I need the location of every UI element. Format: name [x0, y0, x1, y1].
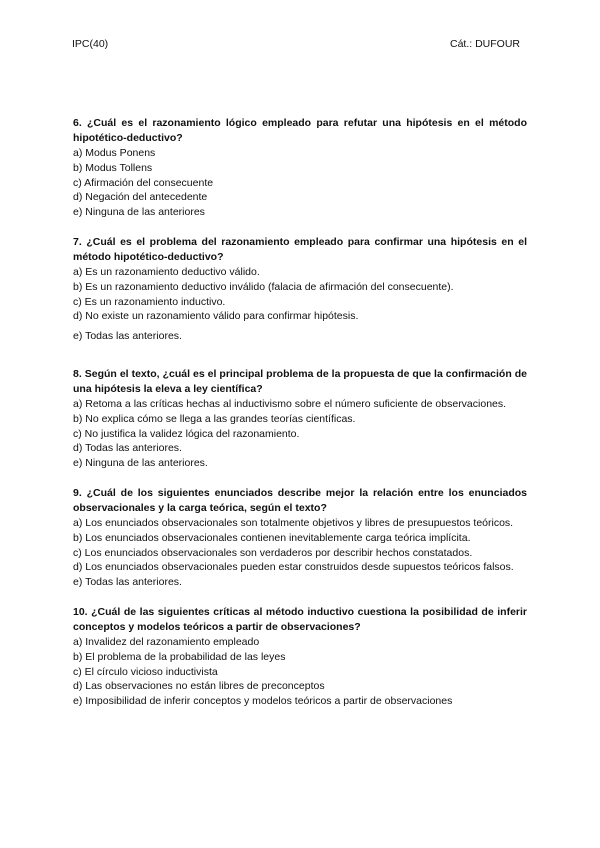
options-list — [73, 635, 527, 709]
question-text: 7. ¿Cuál es el problema del razonamiento empleado para confirmar una hipótesis en el método hipotético-deductivo? — [73, 235, 527, 263]
option-a: a) Invalidez del razonamiento empleado — [73, 635, 260, 648]
question-text: 9. ¿Cuál de los siguientes enunciados describe mejor la relación entre los enunciados observacionales y la carga teórica, según el texto? — [73, 486, 527, 514]
option-b: b) El problema de la probabilidad de las leyes — [73, 650, 286, 663]
option-a: a) Es un razonamiento deductivo válido. — [73, 265, 260, 278]
question-8 — [73, 367, 527, 471]
option-d: d) Todas las anteriores. — [73, 442, 182, 455]
option-e: e) Todas las anteriores. — [73, 330, 182, 343]
option-a: a) Retoma a las críticas hechas al inductivismo sobre el número suficiente de observaciones. — [73, 397, 507, 410]
chair-name: Cát.: DUFOUR — [449, 38, 520, 50]
option-c: c) Es un razonamiento inductivo. — [73, 295, 226, 308]
option-d: d) No existe un razonamiento válido para confirmar hipótesis. — [73, 310, 359, 323]
option-b: b) Es un razonamiento deductivo inválido (falacia de afirmación del consecuente). — [73, 280, 454, 293]
option-e: e) Ninguna de las anteriores — [73, 206, 205, 219]
option-e: e) Todas las anteriores. — [73, 576, 182, 589]
question-text: 8. Según el texto, ¿cuál es el principal problema de la propuesta de que la confirmación de una hipótesis la eleva a ley científica? — [73, 367, 527, 395]
option-b: b) Modus Tollens — [73, 161, 153, 174]
question-10 — [73, 605, 527, 709]
option-b: b) Los enunciados observacionales contienen inevitablemente carga teórica implícita. — [73, 531, 471, 544]
option-a: a) Los enunciados observacionales son totalmente objetivos y libres de presupuestos teóricos. — [73, 516, 514, 529]
option-c: c) No justifica la validez lógica del razonamiento. — [73, 427, 300, 440]
options-list — [73, 265, 527, 344]
option-e: e) Ninguna de las anteriores. — [73, 457, 208, 470]
options-list — [73, 397, 527, 471]
course-code: IPC(40) — [72, 38, 109, 50]
question-6 — [73, 116, 527, 220]
exam-content — [73, 116, 527, 709]
options-list — [73, 146, 527, 220]
question-9 — [73, 486, 527, 590]
question-7 — [73, 235, 527, 344]
option-d: d) Los enunciados observacionales pueden estar construidos desde supuestos teóricos falsos. — [73, 561, 514, 574]
option-a: a) Modus Ponens — [73, 147, 156, 159]
option-d: d) Negación del antecedente — [73, 191, 208, 204]
option-e: e) Imposibilidad de inferir conceptos y modelos teóricos a partir de observaciones — [73, 695, 453, 708]
option-c: c) Afirmación del consecuente — [73, 176, 214, 189]
question-text: 10. ¿Cuál de las siguientes críticas al método inductivo cuestiona la posibilidad de inferir conceptos y modelos teóricos a partir de observaciones? — [73, 605, 527, 633]
option-c: c) Los enunciados observacionales son verdaderos por describir hechos constatados. — [73, 546, 473, 559]
options-list — [73, 516, 527, 590]
question-text: 6. ¿Cuál es el razonamiento lógico empleado para refutar una hipótesis en el método hipotético-deductivo? — [73, 117, 527, 144]
option-d: d) Las observaciones no están libres de preconceptos — [73, 680, 325, 693]
option-b: b) No explica cómo se llega a las grandes teorías científicas. — [73, 412, 356, 425]
option-c: c) El círculo vicioso inductivista — [73, 665, 218, 678]
page-header — [72, 38, 520, 52]
